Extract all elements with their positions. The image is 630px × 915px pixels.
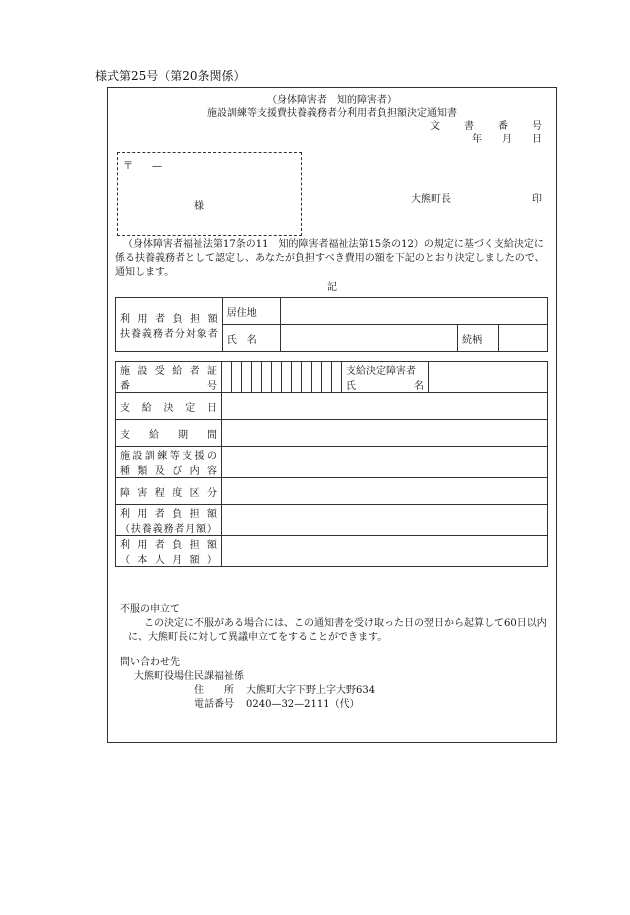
- decided-person-label: 支給決定障害者 氏 名: [342, 362, 429, 393]
- certificate-digit-cell: [322, 362, 332, 393]
- appeal-heading: 不服の申立て: [120, 604, 180, 615]
- certificate-digit-cell: [262, 362, 272, 393]
- name-value-cell: [280, 325, 458, 352]
- contact-office: 大熊町役場住民課福祉係: [134, 671, 244, 682]
- disability-level-value: [222, 478, 548, 505]
- obligor-table: [115, 297, 548, 352]
- postal-mark: 〒: [123, 161, 133, 172]
- certificate-digit-cell: [292, 362, 302, 393]
- payment-period-label: 支給期間: [116, 420, 222, 447]
- form-number-label: 様式第25号（第20条関係）: [95, 69, 246, 83]
- decision-date-label: 支給決定日: [116, 393, 222, 420]
- certificate-digit-cell: [242, 362, 252, 393]
- decision-date-value: [222, 393, 548, 420]
- disability-level-label: 障害程度区分: [116, 478, 222, 505]
- decided-person-value-cell: [429, 362, 548, 393]
- seal-mark: 印: [532, 194, 542, 205]
- ki-heading: 記: [327, 282, 337, 293]
- certificate-digit-cell: [312, 362, 322, 393]
- contact-address-label: 住 所: [194, 685, 234, 696]
- self-monthly-charge-label: 利用者負担額 （本人月額）: [116, 536, 222, 567]
- relation-value-cell: [499, 325, 548, 352]
- certificate-number-label: 施設受給者証 番 号: [116, 362, 222, 393]
- certificate-digit-cell: [222, 362, 232, 393]
- issue-date: 年 月 日: [472, 134, 542, 145]
- certificate-digit-cell: [232, 362, 242, 393]
- certificate-digit-cell: [282, 362, 292, 393]
- recipient-honorific: 様: [194, 201, 204, 212]
- appeal-text: この決定に不服がある場合には、この通知書を受け取った日の翌日から起算して60日以内に、大熊町長に対して異議申立てをすることができます。: [128, 618, 547, 643]
- address-label: 居住地: [222, 298, 280, 325]
- contact-heading: 問い合わせ先: [120, 657, 180, 668]
- payment-period-value: [222, 420, 548, 447]
- contact-phone: 0240—32—2111（代）: [246, 699, 360, 710]
- recipient-address-box: [117, 152, 302, 236]
- name-label: 氏 名: [222, 325, 280, 352]
- document-number: 文 書 番 号: [430, 121, 542, 132]
- certificate-digit-cell: [272, 362, 282, 393]
- notice-body-text: （身体障害者福祉法第17条の11 知的障害者福祉法第15条の12）の規定に基づく支給決定に係る扶養義務者として認定し、あなたが負担すべき費用の額を下記のとおり決定しましたので、通知します。: [115, 239, 545, 278]
- certificate-digit-cell: [252, 362, 262, 393]
- category-heading: （身体障害者 知的障害者）: [267, 95, 397, 106]
- service-type-label: 施設訓練等支援の 種類及び内容: [116, 447, 222, 478]
- address-value-cell: [280, 298, 547, 325]
- obligor-header-cell: 利用者負担額 扶養義務者分対象者: [116, 298, 223, 352]
- certificate-digit-cell: [332, 362, 342, 393]
- issuer-name: 大熊町長: [411, 194, 451, 205]
- decision-table: [115, 361, 548, 567]
- certificate-digit-cell: [302, 362, 312, 393]
- obligor-monthly-charge-label: 利用者負担額 （扶養義務者月額）: [116, 505, 222, 536]
- obligor-monthly-charge-value: [222, 505, 548, 536]
- self-monthly-charge-value: [222, 536, 548, 567]
- contact-phone-label: 電話番号: [194, 699, 234, 710]
- document-title: 施設訓練等支援費扶養義務者分利用者負担額決定通知書: [207, 108, 457, 119]
- relation-label: 続柄: [458, 325, 499, 352]
- contact-address: 大熊町大字下野上字大野634: [246, 685, 376, 696]
- postal-dash: —: [152, 161, 162, 172]
- service-type-value: [222, 447, 548, 478]
